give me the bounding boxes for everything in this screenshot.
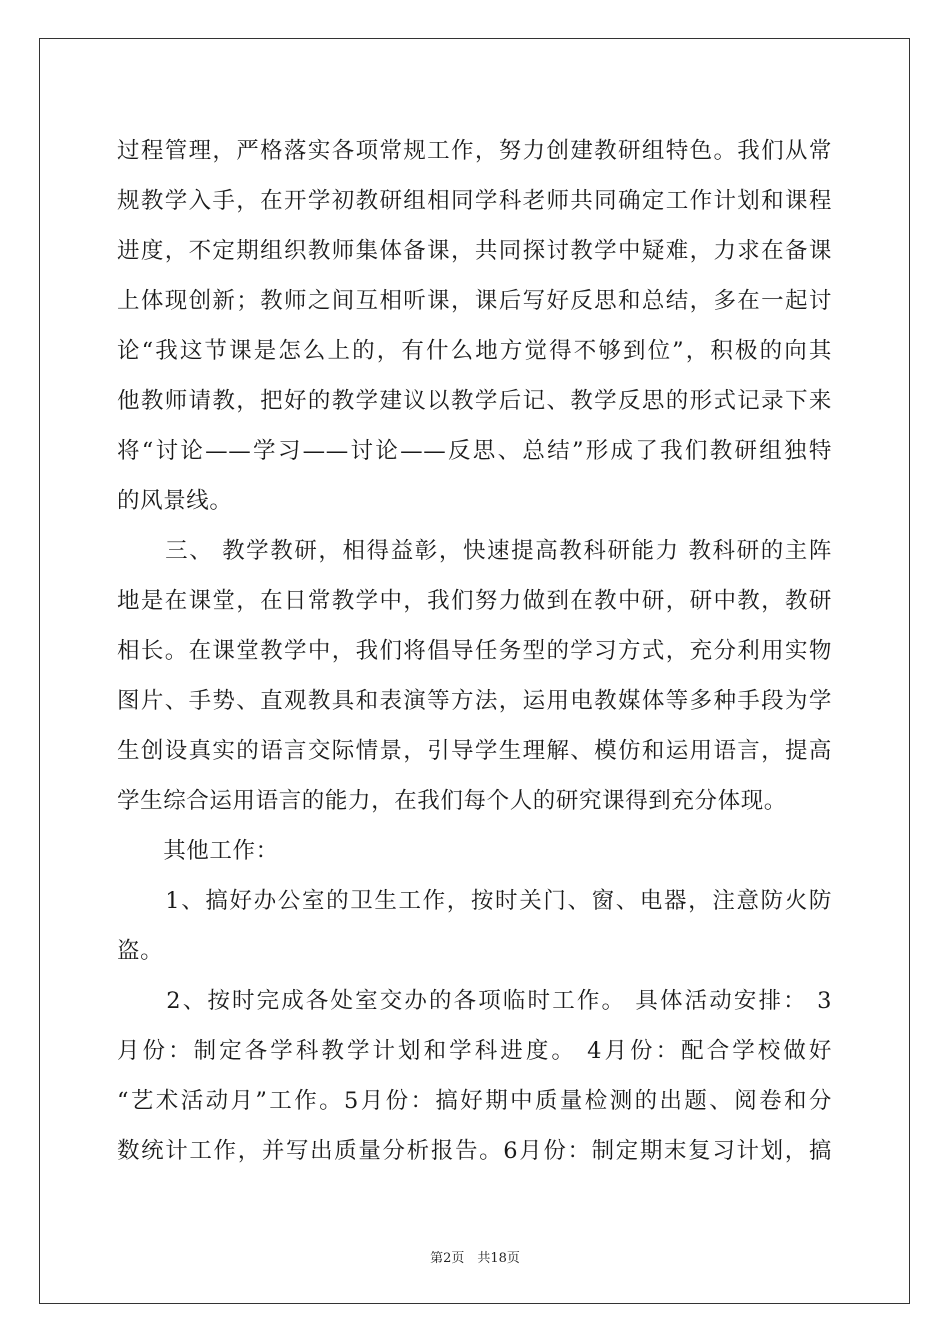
text-line: 盗。 [117, 938, 164, 964]
document-body [117, 126, 832, 1176]
page-number-footer: 第2页 共18页 [430, 1251, 520, 1266]
text-line: 过程管理，严格落实各项常规工作，努力创建教研组特色。我们从常 [117, 138, 832, 164]
text-line: 图片、手势、直观教具和表演等方法，运用电教媒体等多种手段为学 [117, 688, 832, 714]
text-line: 数统计工作，并写出质量分析报告。6月份：制定期末复习计划，搞 [117, 1138, 832, 1164]
text-line: 2、按时完成各处室交办的各项临时工作。 具体活动安排： 3 [117, 988, 832, 1014]
text-line: 1、搞好办公室的卫生工作，按时关门、窗、电器，注意防火防 [117, 888, 832, 914]
text-line: 三、 教学教研，相得益彰，快速提高教科研能力 教科研的主阵 [117, 538, 832, 564]
text-line: 地是在课堂，在日常教学中，我们努力做到在教中研，研中教，教研 [117, 588, 832, 614]
text-line: 相长。在课堂教学中，我们将倡导任务型的学习方式，充分利用实物 [117, 638, 832, 664]
text-line: 规教学入手，在开学初教研组相同学科老师共同确定工作计划和课程 [117, 188, 832, 214]
text-line: 月份：制定各学科教学计划和学科进度。 4月份：配合学校做好 [117, 1038, 832, 1064]
text-line: 进度，不定期组织教师集体备课，共同探讨教学中疑难，力求在备课 [117, 238, 832, 264]
text-line: 他教师请教，把好的教学建议以教学后记、教学反思的形式记录下来 [117, 388, 832, 414]
text-line: 论“我这节课是怎么上的，有什么地方觉得不够到位”，积极的向其 [117, 338, 832, 364]
text-line: 将“讨论——学习——讨论——反思、总结”形成了我们教研组独特 [117, 438, 832, 464]
text-line: 的风景线。 [117, 488, 233, 514]
text-line: “艺术活动月”工作。5月份：搞好期中质量检测的出题、阅卷和分 [117, 1088, 832, 1114]
text-line: 其他工作： [117, 838, 279, 864]
text-line: 生创设真实的语言交际情景，引导学生理解、模仿和运用语言，提高 [117, 738, 832, 764]
text-line: 学生综合运用语言的能力，在我们每个人的研究课得到充分体现。 [117, 788, 787, 814]
text-line: 上体现创新；教师之间互相听课，课后写好反思和总结，多在一起讨 [117, 288, 832, 314]
